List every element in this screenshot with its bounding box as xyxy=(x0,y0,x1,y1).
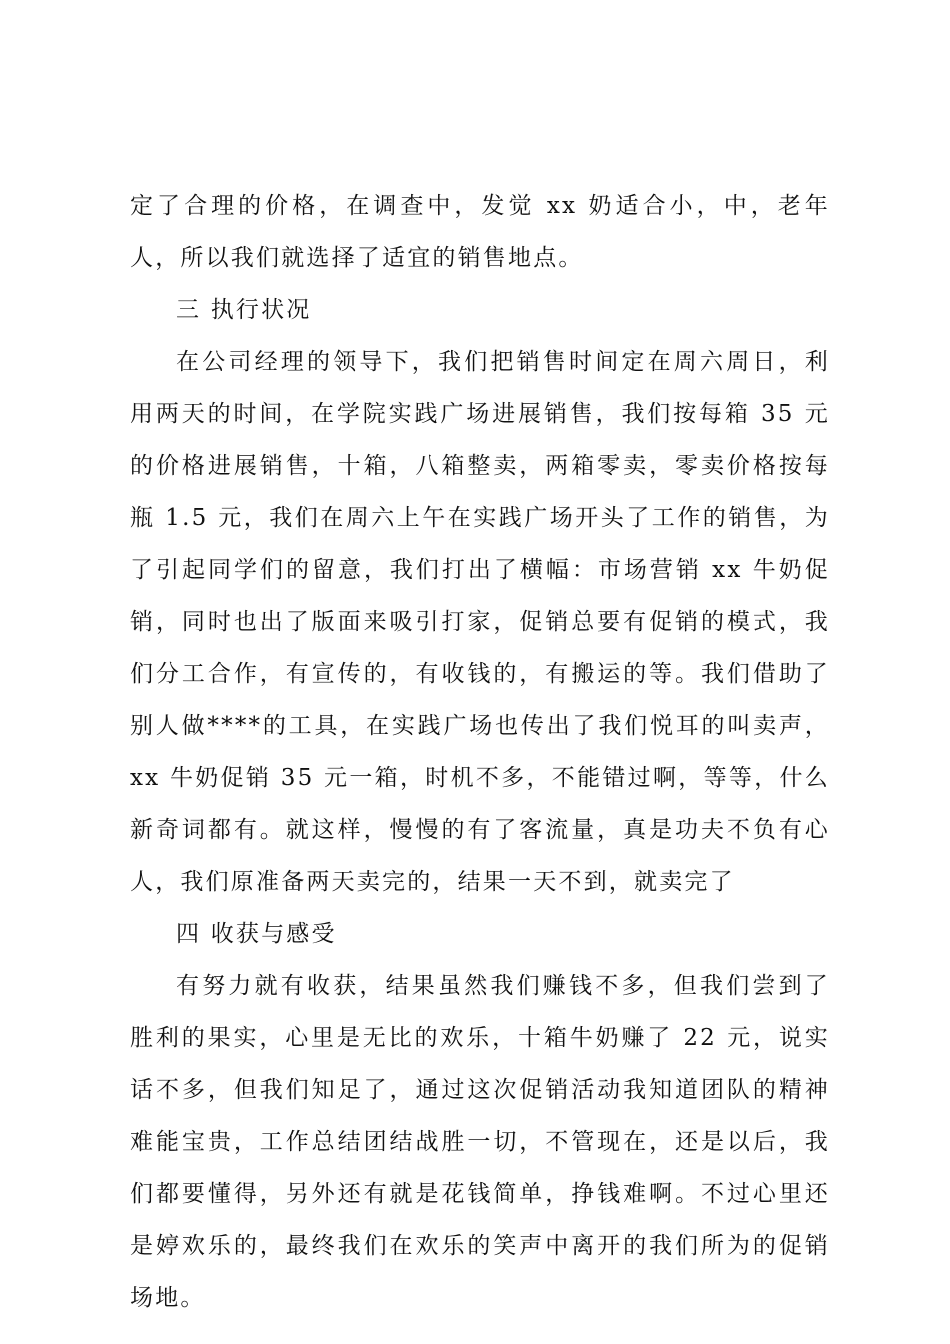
paragraph-harvest: 有努力就有收获，结果虽然我们赚钱不多，但我们尝到了胜利的果实，心里是无比的欢乐，十箱牛奶赚了 22 元，说实话不多，但我们知足了，通过这次促销活动我知道团队的精神难能宝贵，工作总结团结战胜一切，不管现在，还是以后，我们都要懂得，另外还有就是花钱简单，挣钱难啊。不过心里还是婷欢乐的，最终我们在欢乐的笑声中离开的我们所为的促销场地。 xyxy=(130,973,830,1311)
document-body xyxy=(130,180,830,1324)
section-heading-execution: 三 执行状况 xyxy=(176,297,312,323)
paragraph-execution: 在公司经理的领导下，我们把销售时间定在周六周日，利用两天的时间，在学院实践广场进展销售，我们按每箱 35 元的价格进展销售，十箱，八箱整卖，两箱零卖，零卖价格按每瓶 1.5 元，我们在周六上午在实践广场开头了工作的销售，为了引起同学们的留意，我们打出了横幅：市场营销 xx 牛奶促销，同时也出了版面来吸引打家，促销总要有促销的模式，我们分工合作，有宣传的，有收钱的，有搬运的等。我们借助了别人做****的工具，在实践广场也传出了我们悦耳的叫卖声，xx 牛奶促销 35 元一箱，时机不多，不能错过啊，等等，什么新奇词都有。就这样，慢慢的有了客流量，真是功夫不负有心人，我们原准备两天卖完的，结果一天不到，就卖完了 xyxy=(130,349,830,895)
section-heading-harvest: 四 收获与感受 xyxy=(176,921,337,947)
paragraph-continuation: 定了合理的价格，在调查中，发觉 xx 奶适合小，中，老年人，所以我们就选择了适宜的销售地点。 xyxy=(130,193,830,271)
